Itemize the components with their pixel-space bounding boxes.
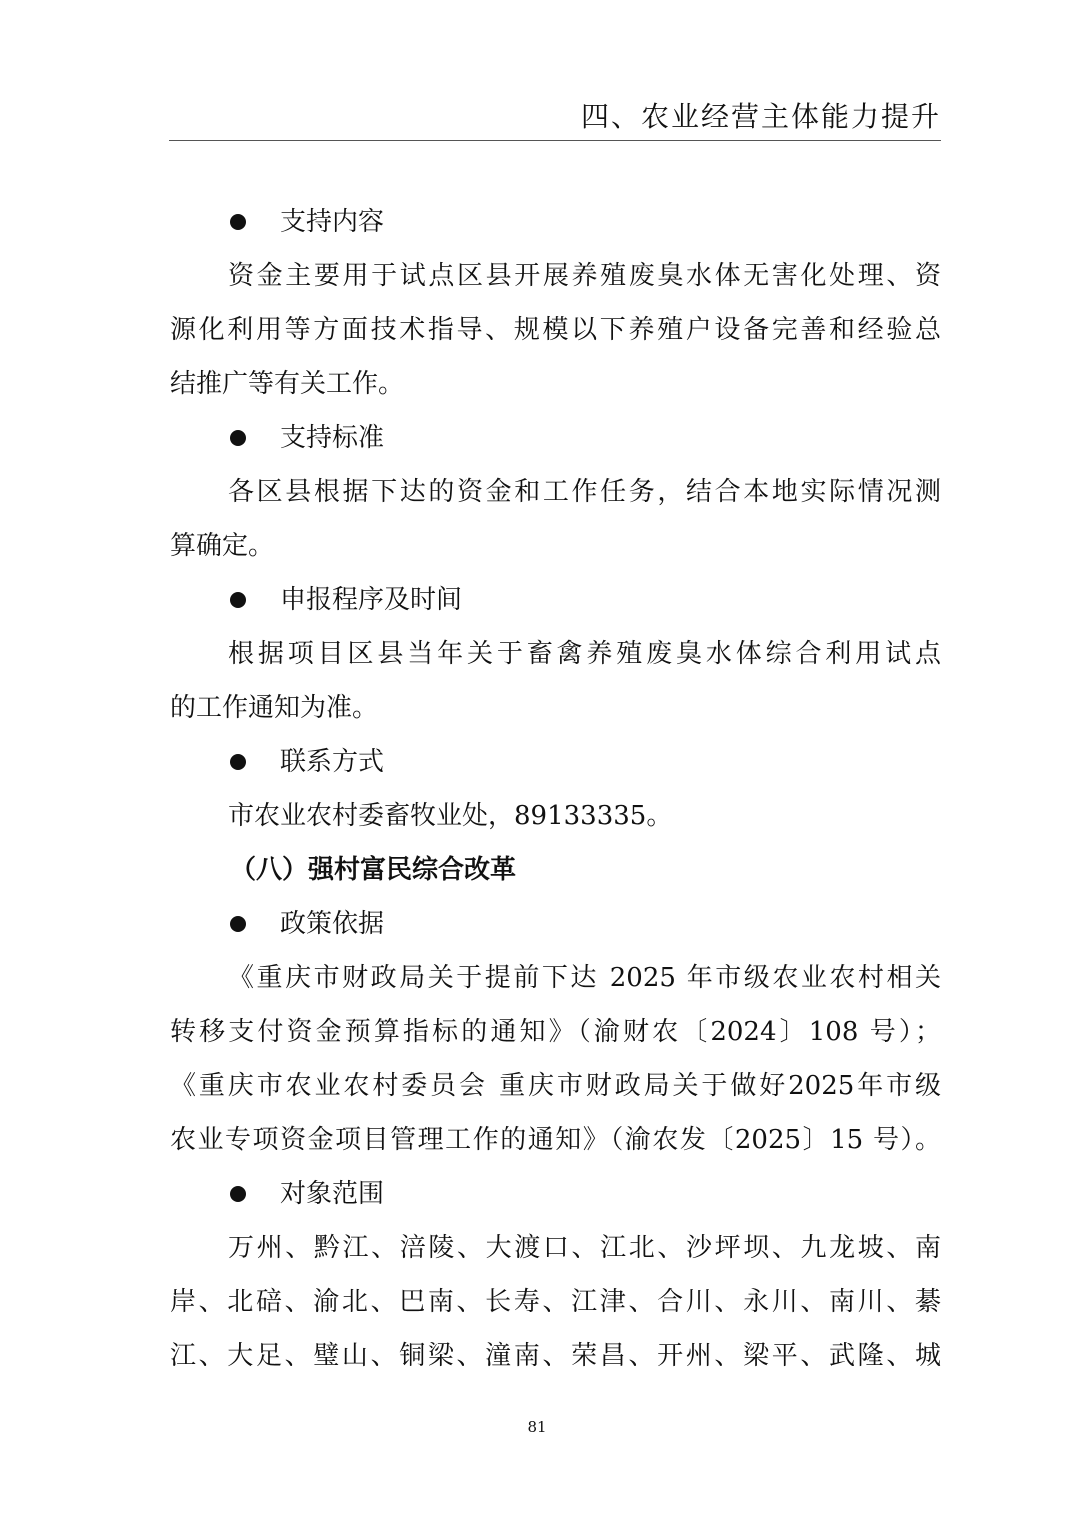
paragraph-line: 《重庆市财政局关于提前下达 2025 年市级农业农村相关 <box>228 963 941 993</box>
paragraph-line: 的工作通知为准。 <box>170 693 379 723</box>
bullet-heading-label: 申报程序及时间 <box>280 585 463 615</box>
bullet-dot-icon <box>230 430 246 446</box>
bullet-dot-icon <box>230 592 246 608</box>
paragraph-line: 根据项目区县当年关于畜禽养殖废臭水体综合利用试点 <box>228 639 941 669</box>
bullet-heading <box>170 411 941 465</box>
bullet-heading <box>170 573 941 627</box>
header-rule <box>169 140 941 141</box>
page-number: 81 <box>527 1418 547 1436</box>
paragraph-line: 市农业农村委畜牧业处，89133335。 <box>228 801 673 831</box>
paragraph-line: 江、大足、璧山、铜梁、潼南、荣昌、开州、梁平、武隆、城 <box>170 1341 941 1371</box>
section-title: （八）强村富民综合改革 <box>230 855 517 885</box>
paragraph-line: 岸、北碚、渝北、巴南、长寿、江津、合川、永川、南川、綦 <box>170 1287 941 1317</box>
page-body <box>170 195 941 1383</box>
bullet-heading-label: 支持内容 <box>280 207 385 237</box>
bullet-heading-label: 对象范围 <box>280 1179 385 1209</box>
paragraph-line: 转移支付资金预算指标的通知》（渝财农〔2024〕108 号）； <box>170 1017 941 1047</box>
bullet-heading <box>170 735 941 789</box>
bullet-heading-label: 政策依据 <box>280 909 385 939</box>
bullet-dot-icon <box>230 214 246 230</box>
paragraph-line: 农业专项资金项目管理工作的通知》（渝农发〔2025〕15 号）。 <box>170 1125 941 1155</box>
bullet-heading <box>170 195 941 249</box>
paragraph-line: 算确定。 <box>170 531 275 561</box>
bullet-dot-icon <box>230 916 246 932</box>
paragraph-line: 《重庆市农业农村委员会 重庆市财政局关于做好2025年市级 <box>170 1071 941 1101</box>
bullet-heading-label: 支持标准 <box>280 423 385 453</box>
bullet-heading <box>170 1167 941 1221</box>
bullet-dot-icon <box>230 754 246 770</box>
bullet-dot-icon <box>230 1186 246 1202</box>
paragraph-line: 结推广等有关工作。 <box>170 369 405 399</box>
paragraph-line: 各区县根据下达的资金和工作任务，结合本地实际情况测 <box>228 477 941 507</box>
paragraph-line: 资金主要用于试点区县开展养殖废臭水体无害化处理、资 <box>228 261 941 291</box>
running-header-title: 四、农业经营主体能力提升 <box>580 100 941 133</box>
paragraph-line: 万州、黔江、涪陵、大渡口、江北、沙坪坝、九龙坡、南 <box>228 1233 941 1263</box>
bullet-heading <box>170 897 941 951</box>
bullet-heading-label: 联系方式 <box>280 747 385 777</box>
paragraph-line: 源化利用等方面技术指导、规模以下养殖户设备完善和经验总 <box>170 315 941 345</box>
